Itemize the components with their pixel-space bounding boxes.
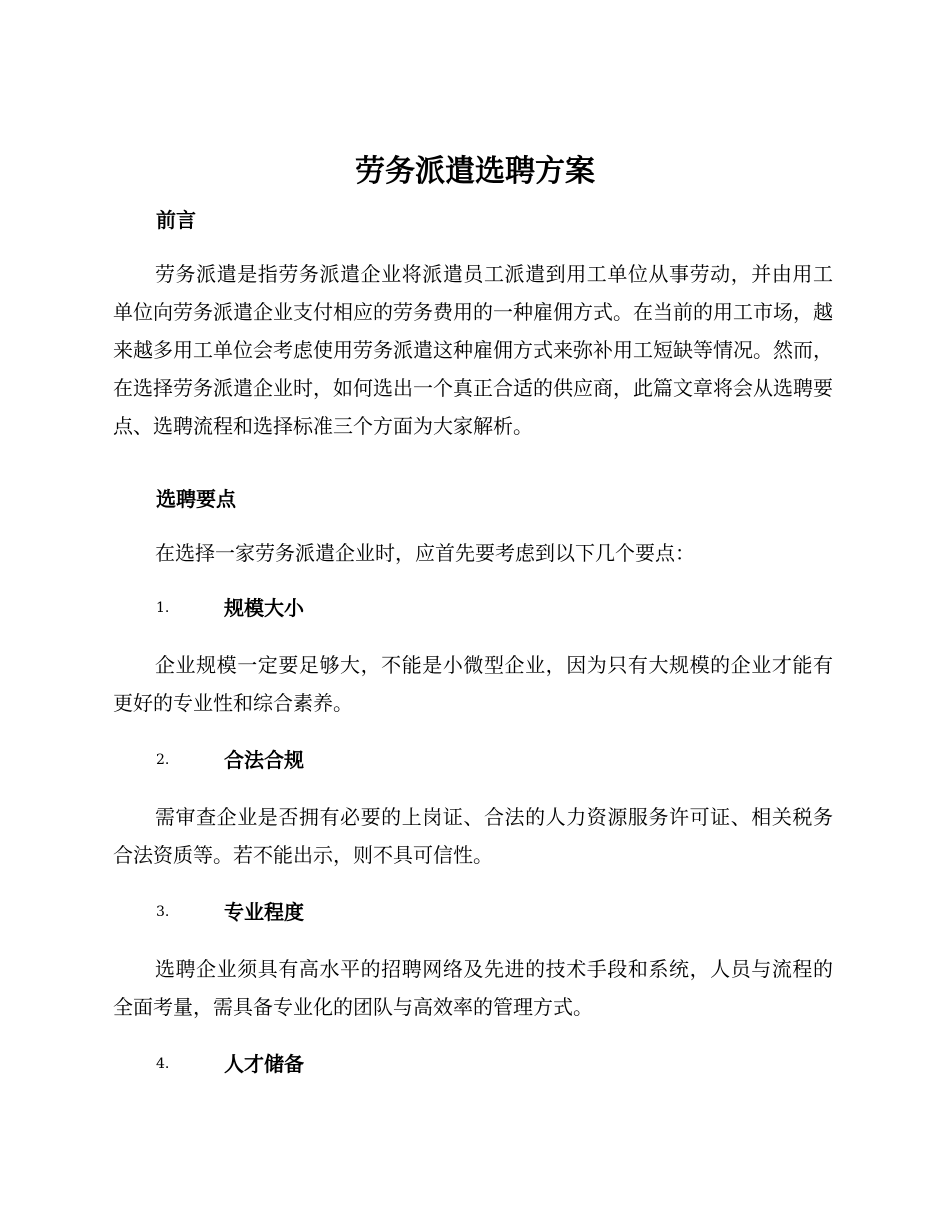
item-title: 规模大小 [224, 596, 304, 620]
item-number: 1. [156, 600, 170, 616]
item-paragraph-professionalism: 选聘企业须具有高水平的招聘网络及先进的技术手段和系统，人员与流程的全面考量，需具备专业化的团队与高效率的管理方式。 [113, 957, 833, 1019]
item-title: 人才储备 [224, 1052, 304, 1076]
section-heading-key-points: 选聘要点 [156, 487, 236, 511]
section-heading-preface: 前言 [156, 208, 196, 232]
key-points-intro: 在选择一家劳务派遣企业时，应首先要考虑到以下几个要点： [155, 541, 695, 565]
item-number: 3. [156, 904, 170, 920]
item-paragraph-scale: 企业规模一定要足够大，不能是小微型企业，因为只有大规模的企业才能有更好的专业性和综合素养。 [113, 653, 833, 715]
item-title: 专业程度 [224, 900, 304, 924]
numbered-heading-professionalism [156, 898, 556, 928]
item-number: 2. [156, 752, 170, 768]
preface-paragraph: 劳务派遣是指劳务派遣企业将派遣员工派遣到用工单位从事劳动，并由用工单位向劳务派遣企业支付相应的劳务费用的一种雇佣方式。在当前的用工市场，越来越多用工单位会考虑使用劳务派遣这种雇佣方式来弥补用工短缺等情况。然而，在选择劳务派遣企业时，如何选出一个真正合适的供应商，此篇文章将会从选聘要点、选聘流程和选择标准三个方面为大家解析。 [113, 262, 833, 438]
item-title: 合法合规 [224, 748, 304, 772]
item-paragraph-compliance: 需审查企业是否拥有必要的上岗证、合法的人力资源服务许可证、相关税务合法资质等。若不能出示，则不具可信性。 [113, 805, 833, 867]
document-title: 劳务派遣选聘方案 [355, 154, 595, 189]
numbered-heading-compliance [156, 746, 556, 776]
numbered-heading-scale [156, 594, 556, 624]
item-number: 4. [156, 1056, 170, 1072]
numbered-heading-talent-reserve [156, 1050, 556, 1080]
